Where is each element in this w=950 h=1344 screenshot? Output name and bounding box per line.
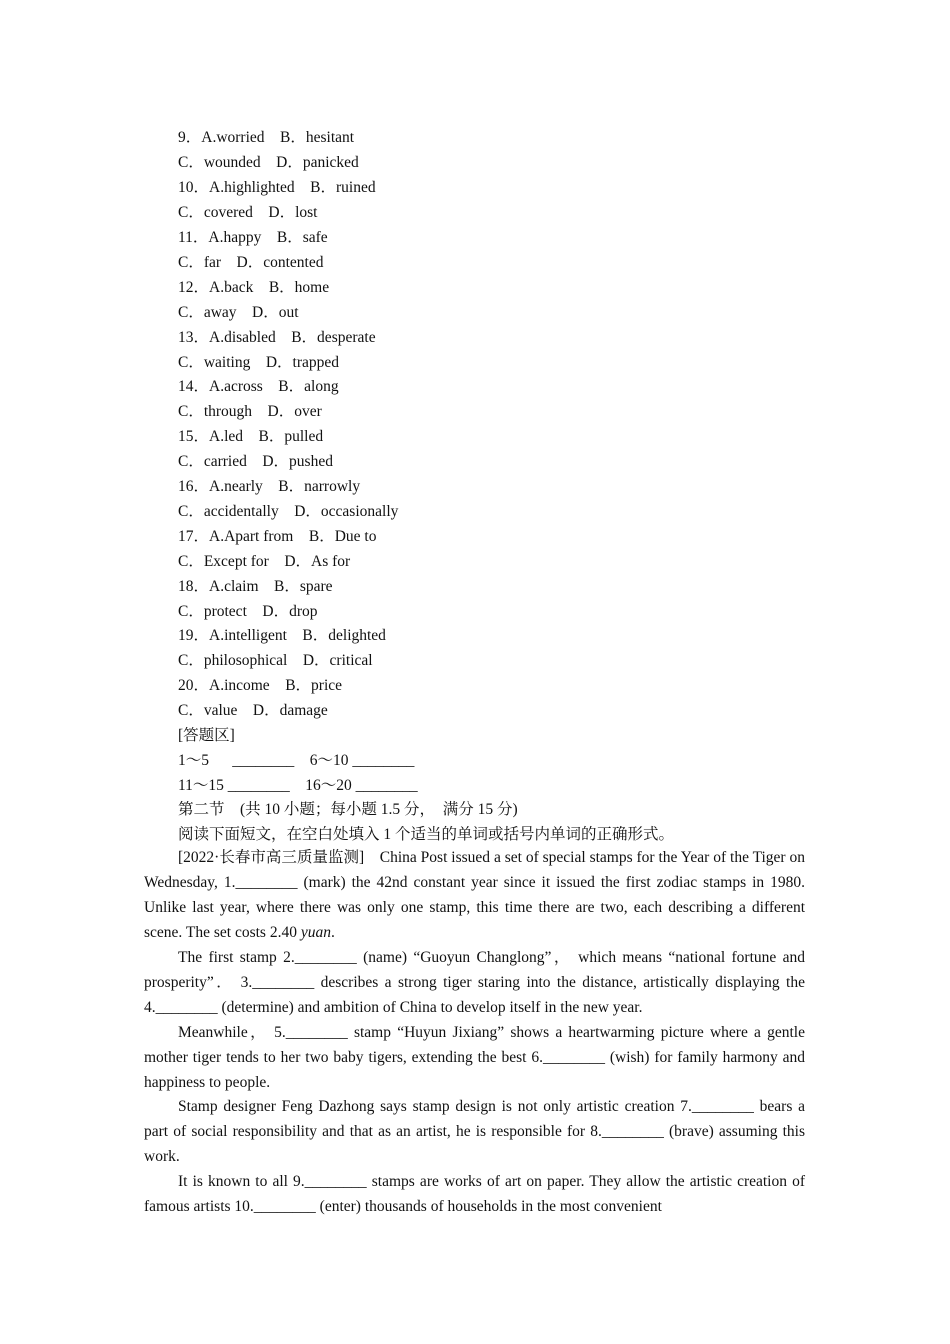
option-line: C．Except for D．As for: [178, 553, 351, 570]
option-line: C．through D．over: [178, 403, 322, 420]
answer-area-title: [答题区]: [178, 727, 235, 744]
answer-row[interactable]: 11～15 ________ 16～20 ________: [178, 777, 418, 794]
option-line: C．philosophical D．critical: [178, 652, 373, 669]
option-line: 19．A.intelligent B．delighted: [178, 627, 386, 644]
option-line: 11．A.happy B．safe: [178, 229, 328, 246]
passage-paragraph-2: The first stamp 2.________ (name) “Guoyun Changlong”， which means “national fortune and prosperity”． 3.________ describes a strong tiger staring into the distance, artistically displaying the 4.________ (determine) and ambition of China to develop itself in the new year.: [144, 949, 805, 1016]
option-line: 20．A.income B．price: [178, 677, 343, 694]
option-line: C．covered D．lost: [178, 204, 318, 221]
option-line: 13．A.disabled B．desperate: [178, 329, 376, 346]
option-line: C．value D．damage: [178, 702, 328, 719]
option-line: 9．A.worried B．hesitant: [178, 129, 355, 146]
passage-paragraph-5: It is known to all 9.________ stamps are works of art on paper. They allow the artistic creation of famous artists 10.________ (enter) thousands of households in the most convenient: [144, 1173, 805, 1215]
option-line: C．away D．out: [178, 304, 299, 321]
passage-paragraph-3: Meanwhile， 5.________ stamp “Huyun Jixiang” shows a heartwarming picture where a gentle mother tiger tends to her two baby tigers, extending the best 6.________ (wish) for family harmony and happiness to people.: [144, 1024, 805, 1091]
source-tag: [2022·长春市高三质量监测]: [178, 849, 365, 866]
option-line: 15．A.led B．pulled: [178, 428, 324, 445]
option-line: 10．A.highlighted B．ruined: [178, 179, 376, 196]
answer-row[interactable]: 1～5 ________ 6～10 ________: [178, 752, 415, 769]
option-line: C．wounded D．panicked: [178, 154, 359, 171]
option-line: C．waiting D．trapped: [178, 354, 340, 371]
option-line: 12．A.back B．home: [178, 279, 330, 296]
section-heading: 第二节 (共 10 小题；每小题 1.5 分， 满分 15 分): [178, 801, 518, 818]
passage-paragraph-1: [2022·长春市高三质量监测] China Post issued a set of special stamps for the Year of the Tiger on Wednesday, 1.________ (mark) the 42nd constant year since it issued the first zodiac stamps in 1980. Unlike last year, where there was only one stamp, this time there are two, each describing a different scene. The set costs 2.40 yuan.: [144, 849, 805, 941]
option-line: 16．A.nearly B．narrowly: [178, 478, 361, 495]
option-line: C．far D．contented: [178, 254, 324, 271]
passage-paragraph-4: Stamp designer Feng Dazhong says stamp design is not only artistic creation 7.________ bears a part of social responsibility and that as an artist, he is responsible for 8.________ (brave) assuming this work.: [144, 1098, 805, 1165]
option-line: 14．A.across B．along: [178, 378, 339, 395]
section-instruction: 阅读下面短文，在空白处填入 1 个适当的单词或括号内单词的正确形式。: [178, 826, 675, 843]
option-line: C．protect D．drop: [178, 603, 318, 620]
option-line: C．accidentally D．occasionally: [178, 503, 399, 520]
option-line: C．carried D．pushed: [178, 453, 333, 470]
option-line: 18．A.claim B．spare: [178, 578, 333, 595]
option-line: 17．A.Apart from B．Due to: [178, 528, 377, 545]
